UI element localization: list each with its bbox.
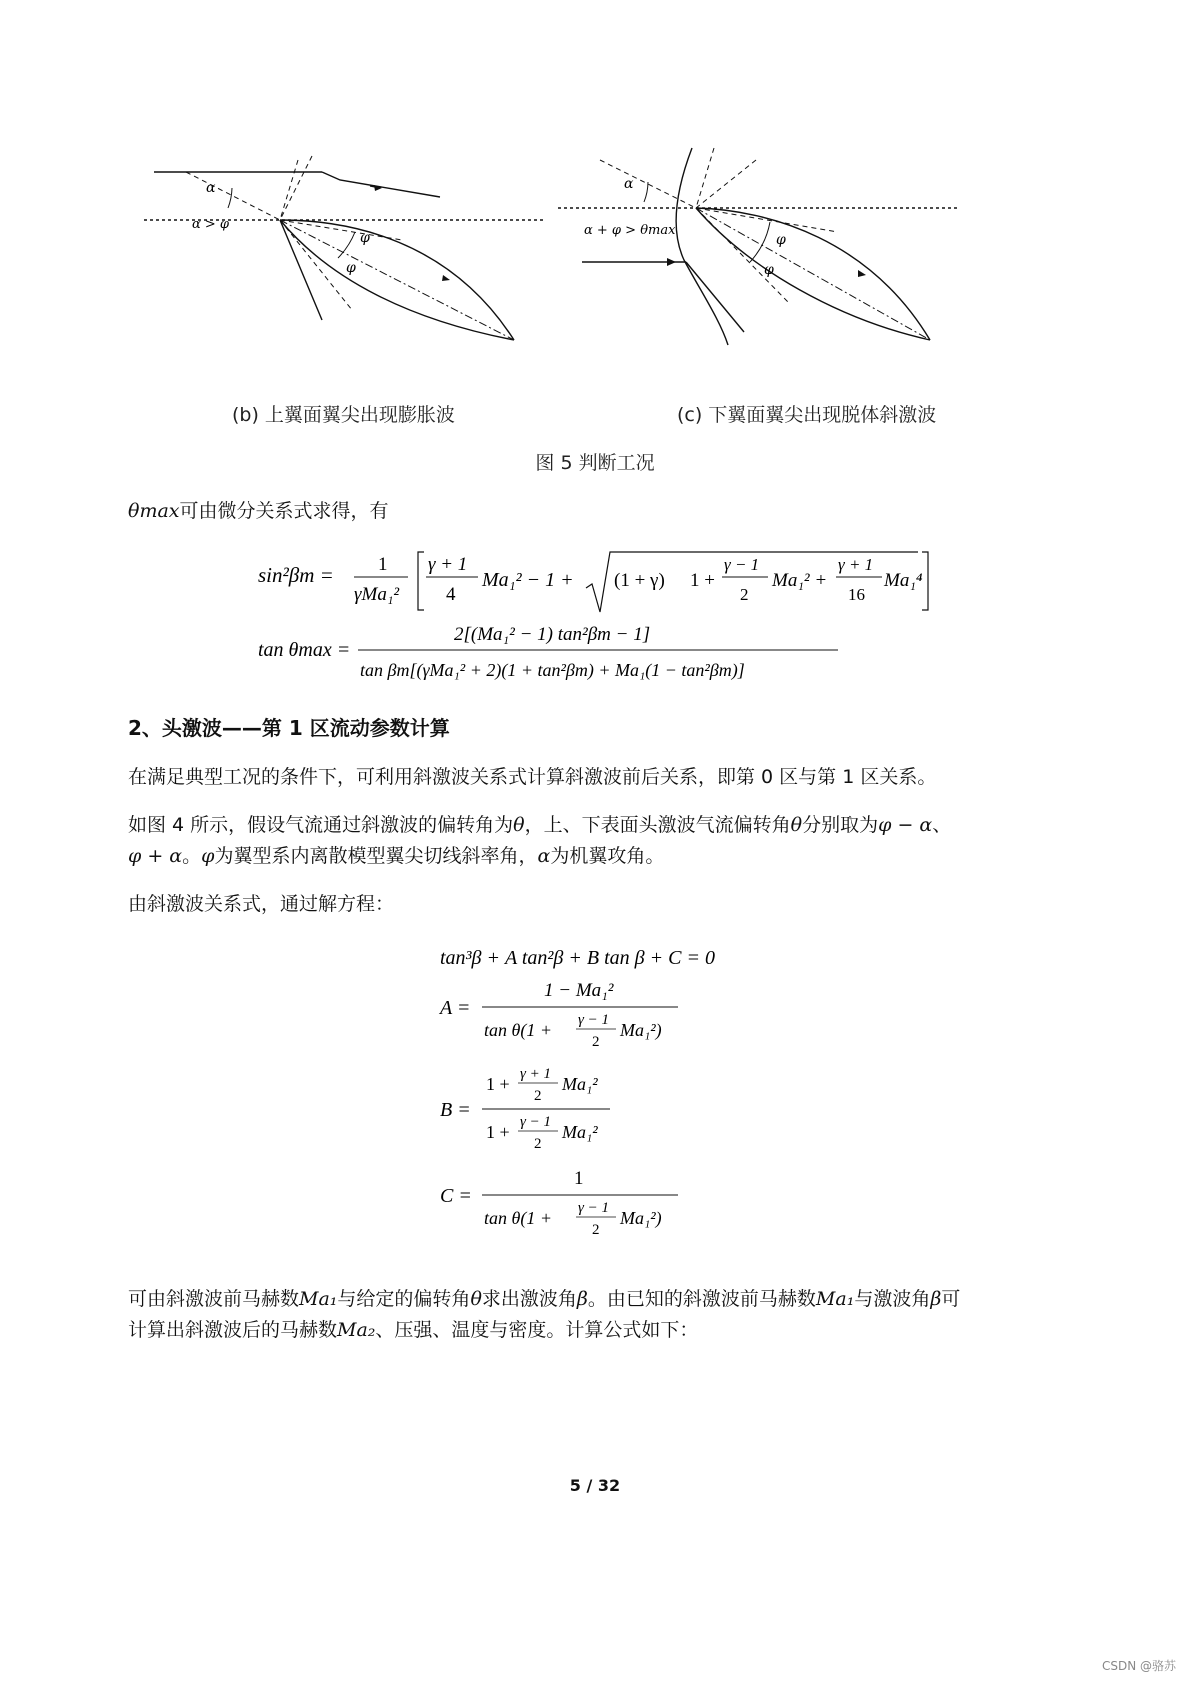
oblique-shock (686, 262, 744, 332)
p2-part-f: 为翼型系内离散模型翼尖切线斜率角， (214, 845, 538, 867)
section-heading: 2、头激波——第 1 区流动参数计算 (128, 716, 450, 740)
alpha-symbol: α (537, 845, 551, 867)
p4-part-d: 。由已知的斜激波前马赫数 (587, 1288, 816, 1310)
A-den-fd: 2 (592, 1034, 600, 1050)
theta-max-intro (128, 496, 1078, 527)
ma1-symbol: Ma₁ (299, 1288, 338, 1310)
p4-part-c: 求出激波角 (481, 1288, 577, 1310)
B-den-fn: γ − 1 (520, 1114, 552, 1130)
A-den-fn: γ − 1 (578, 1012, 610, 1028)
shock-line (280, 220, 322, 320)
condition-label: α + φ > θmax (584, 223, 676, 238)
phi-label-1: φ (776, 232, 786, 248)
caption-b: (b) 上翼面翼尖出现膨胀波 (232, 404, 455, 426)
sin-f2-num: γ − 1 (724, 555, 760, 574)
phi-label-2: φ (346, 260, 356, 276)
B-num-fd: 2 (534, 1088, 542, 1104)
expanded-streamline (322, 172, 440, 197)
ma2-symbol: Ma₂ (337, 1319, 376, 1341)
figure-b (150, 150, 610, 380)
B-den-fd: 2 (534, 1136, 542, 1152)
C-lhs: C = (440, 1185, 472, 1207)
figure-c (584, 150, 1080, 380)
sin-lhs: sin²βm = (258, 563, 334, 587)
fan-dashed-1 (186, 172, 280, 220)
figure-c-diagram (584, 150, 1080, 380)
fan-dashed-3 (280, 156, 312, 220)
theta-symbol: θ (513, 814, 525, 836)
sin-pre-num: 1 (378, 554, 388, 575)
detached-shock (676, 148, 728, 345)
p4-part-e: 与激波角 (854, 1288, 931, 1310)
condition-label: α > φ (192, 217, 230, 232)
paragraph-1: 在满足典型工况的条件下，可利用斜激波关系式计算斜激波前后关系，即第 0 区与第 1 区关系。 (128, 766, 937, 788)
phi-plus-alpha: φ + α (128, 845, 183, 867)
cubic-equation: tan³β + A tan²β + B tan β + C = 0 (440, 947, 715, 969)
paragraph-2 (128, 810, 1078, 872)
C-den-b: Ma₁²) (620, 1208, 662, 1228)
sin-t1: Ma₁² − 1 + (482, 569, 574, 591)
equation-sin-svg (258, 548, 938, 618)
p2-part-d: 、 (932, 814, 952, 836)
p4-part-a: 可由斜激波前马赫数 (128, 1288, 300, 1310)
alpha-label: α (206, 180, 216, 196)
figure-b-diagram (150, 150, 610, 380)
tangent-dashed-2 (280, 220, 352, 310)
phi-arc (338, 232, 355, 258)
B-num-a: 1 + (486, 1074, 510, 1094)
alpha-label: α (624, 176, 634, 192)
sin-pre-den: γMa₁² (354, 584, 400, 605)
fan-dashed-2 (696, 148, 714, 208)
page-number: 5 / 32 (569, 1476, 621, 1495)
tan-den: tan βm[(γMa₁² + 2)(1 + tan²βm) + Ma₁(1 − tan²βm)] (360, 660, 745, 680)
fan-dashed-3 (696, 160, 756, 208)
B-num-fn: γ + 1 (520, 1066, 552, 1082)
chord-dashdot (280, 220, 514, 340)
B-den-a: 1 + (486, 1122, 510, 1142)
alpha-arc (228, 188, 232, 208)
sin-f1-num: γ + 1 (428, 554, 468, 575)
phi-arc (750, 222, 770, 262)
phi-label-2: φ (764, 262, 774, 278)
phi-symbol: φ (201, 845, 215, 867)
tan-lhs: tan θmax = (258, 639, 351, 661)
theta-symbol-2: θ (790, 814, 803, 836)
sin-rad-c: Ma₁² + (772, 570, 828, 591)
beta-symbol-2: β (930, 1288, 942, 1310)
equation-cubic-svg (440, 940, 780, 1260)
A-den-a: tan θ(1 + (484, 1020, 552, 1040)
sin-f3-num: γ + 1 (838, 555, 874, 574)
equation-tan-theta-max (258, 620, 878, 692)
caption-c: (c) 下翼面翼尖出现脱体斜激波 (677, 404, 937, 426)
equation-cubic-block (440, 940, 780, 1266)
alpha-arc (644, 182, 648, 202)
p2-part-e: 。 (182, 845, 202, 867)
equation-tan-svg (258, 620, 878, 686)
theta-symbol-3: θ (470, 1288, 482, 1310)
A-lhs: A = (440, 997, 471, 1019)
p5-part-b: 、压强、温度与密度。计算公式如下： (375, 1319, 699, 1341)
sin-rad-a: (1 + γ) (614, 570, 665, 591)
paragraph-4 (128, 1284, 1078, 1346)
B-lhs: B = (440, 1099, 471, 1121)
tan-num: 2[(Ma₁² − 1) tan²βm − 1] (454, 624, 651, 645)
p4-part-f: 可 (941, 1288, 961, 1310)
C-den-fn: γ − 1 (578, 1200, 610, 1216)
p2-part-b: ，上、下表面头激波气流偏转角 (524, 814, 791, 836)
p5-part-a: 计算出斜激波后的马赫数 (128, 1319, 338, 1341)
A-den-b: Ma₁²) (620, 1020, 662, 1040)
equation-sin-beta-m (258, 548, 938, 624)
theta-max-symbol: θmax (128, 500, 180, 522)
B-num-b: Ma₁² (562, 1074, 598, 1094)
A-num: 1 − Ma₁² (544, 980, 614, 1001)
p2-part-c: 分别取为 (802, 814, 879, 836)
ma1-symbol-2: Ma₁ (815, 1288, 855, 1310)
paragraph-3: 由斜激波关系式，通过解方程： (128, 893, 395, 915)
tangent-dashed-1 (696, 208, 838, 232)
sin-rad-b: 1 + (690, 570, 715, 591)
theta-max-text: 可由微分关系式求得，有 (179, 500, 389, 522)
p2-part-a: 如图 4 所示，假设气流通过斜激波的偏转角为 (128, 814, 514, 836)
p4-part-b: 与给定的偏转角 (337, 1288, 471, 1310)
phi-minus-alpha: φ − α (878, 814, 933, 836)
C-den-a: tan θ(1 + (484, 1208, 552, 1228)
C-den-fd: 2 (592, 1222, 600, 1238)
sin-f3-den: 16 (848, 585, 865, 604)
sin-f1-den: 4 (446, 584, 456, 605)
figure-title: 图 5 判断工况 (535, 452, 655, 474)
C-num: 1 (574, 1168, 584, 1189)
B-den-b: Ma₁² (562, 1122, 598, 1142)
sin-rad-d: Ma₁⁴ (884, 570, 923, 591)
phi-label-1: φ (360, 230, 370, 246)
sin-f2-den: 2 (740, 585, 749, 604)
beta-symbol: β (576, 1288, 588, 1310)
watermark: CSDN @骆苏 (1101, 1659, 1176, 1673)
p2-part-g: 为机翼攻角。 (550, 845, 665, 867)
